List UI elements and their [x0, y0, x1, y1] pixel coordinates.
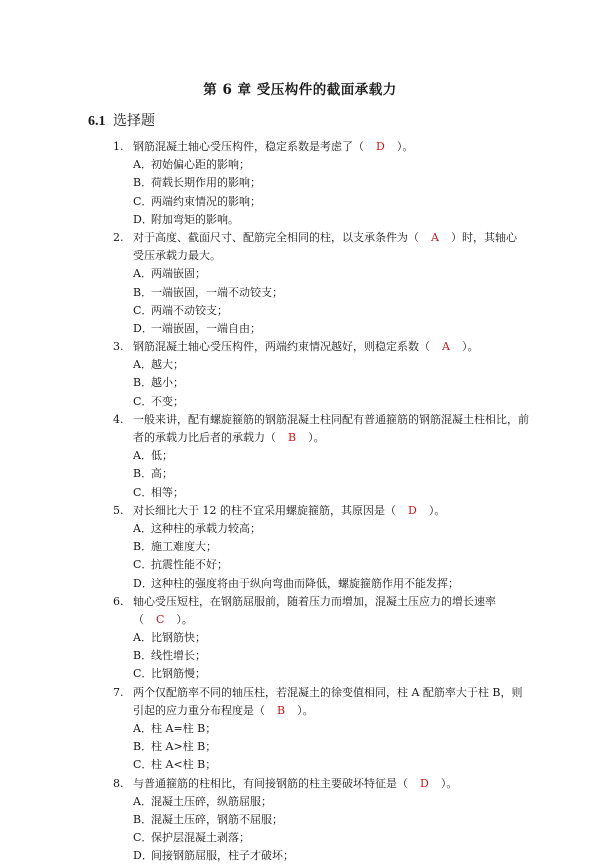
answer-option — [0, 556, 600, 574]
question-text — [133, 775, 457, 793]
answer-option — [0, 738, 600, 756]
question-text-pre: 轴心受压短柱，在钢筋屈服前，随着压力而增加，混凝土压应力的增长速率 — [133, 594, 496, 608]
question-line — [0, 138, 600, 156]
question-line — [0, 593, 600, 611]
option-text: 抗震性能不好； — [151, 558, 228, 572]
section-title — [88, 110, 155, 130]
option-letter: C． — [133, 194, 153, 208]
option-text: 高； — [151, 467, 173, 481]
option-text: 初始偏心距的影响； — [151, 158, 250, 172]
option-letter: B． — [133, 285, 153, 299]
question-text-post: ）。 — [308, 431, 325, 444]
question-item — [0, 138, 600, 229]
question-text-post: ）时，其轴心 — [450, 230, 517, 244]
question-text-post: ）。 — [176, 612, 193, 626]
question-text — [133, 138, 413, 156]
option-text: 柱 A>柱 B； — [151, 740, 217, 754]
option-text: 比钢筋慢； — [151, 667, 206, 681]
question-line — [0, 338, 600, 356]
answer-option — [0, 284, 600, 302]
option-text: 间接钢筋屈服，柱子才破坏； — [151, 849, 294, 863]
answer-mark: B — [288, 431, 297, 444]
question-number: 5. — [113, 503, 124, 517]
question-text-pre: 对于高度、截面尺寸、配筋完全相同的柱，以支承条件为（ — [133, 230, 419, 244]
question-text — [133, 702, 314, 720]
option-text: 保护层混凝土剥落； — [151, 831, 250, 845]
answer-option — [0, 829, 600, 847]
question-text-post: ）。 — [440, 776, 458, 790]
option-letter: D． — [133, 849, 153, 863]
question-line — [0, 775, 600, 793]
question-text — [133, 502, 445, 520]
question-text — [133, 247, 221, 265]
question-line — [0, 229, 600, 247]
option-text: 混凝土压碎，钢筋不屈服； — [151, 812, 283, 826]
question-text — [133, 429, 325, 447]
option-letter: C． — [133, 667, 153, 681]
chapter-title: 第 6 章 受压构件的截面承载力 — [203, 82, 397, 98]
question-line — [0, 429, 600, 447]
answer-option — [0, 629, 600, 647]
answer-option — [0, 665, 600, 683]
answer-mark: D — [408, 503, 417, 517]
option-text: 柱 A=柱 B； — [151, 722, 217, 735]
option-letter: A． — [133, 449, 152, 463]
question-text-pre: 与普通箍筋的柱相比，有间接钢筋的柱主要破坏特征是（ — [133, 776, 408, 790]
option-text: 越大； — [151, 358, 184, 372]
section-number: 6.1 — [88, 114, 106, 129]
question-number: 2. — [113, 230, 124, 244]
question-number: 6. — [113, 594, 124, 608]
answer-mark: B — [277, 703, 286, 717]
answer-option — [0, 211, 600, 229]
question-line — [0, 411, 600, 429]
option-text: 比钢筋快； — [151, 631, 206, 645]
answer-option — [0, 156, 600, 174]
option-letter: B． — [133, 740, 153, 754]
question-text-post: ）。 — [461, 340, 479, 354]
question-item — [0, 684, 600, 775]
question-line — [0, 702, 600, 720]
option-letter: C． — [133, 831, 153, 845]
answer-mark: C — [156, 612, 165, 626]
answer-option — [0, 320, 600, 338]
answer-option — [0, 793, 600, 811]
answer-option — [0, 374, 600, 392]
question-list — [0, 138, 600, 866]
option-letter: A． — [133, 631, 152, 645]
question-item — [0, 593, 600, 684]
option-text: 不变； — [151, 394, 184, 408]
answer-option — [0, 847, 600, 865]
option-text: 这种柱的承载力较高； — [151, 521, 261, 535]
question-text — [133, 411, 529, 429]
option-text: 线性增长； — [151, 649, 206, 663]
answer-option — [0, 575, 600, 593]
question-item — [0, 502, 600, 593]
option-letter: A． — [133, 722, 152, 735]
answer-option — [0, 647, 600, 665]
option-letter: B． — [133, 540, 153, 554]
question-text-pre: 引起的应力重分布程度是（ — [133, 703, 265, 717]
question-text-post: ）。 — [396, 140, 414, 153]
option-letter: C． — [133, 394, 153, 408]
answer-option — [0, 538, 600, 556]
option-text: 低； — [151, 449, 173, 463]
question-text-pre: （ — [133, 612, 144, 626]
question-text-post: ）。 — [297, 703, 314, 717]
question-item — [0, 775, 600, 866]
option-text: 这种柱的强度将由于纵向弯曲而降低，螺旋箍筋作用不能发挥； — [151, 576, 459, 590]
option-letter: D． — [133, 321, 153, 335]
question-text-pre: 一般来讲，配有螺旋箍筋的钢筋混凝土柱同配有普通箍筋的钢筋混凝土柱相比，前 — [133, 412, 529, 426]
question-number: 4. — [113, 412, 124, 426]
option-letter: C． — [133, 558, 153, 572]
option-letter: C． — [133, 758, 153, 772]
question-number: 3. — [113, 340, 124, 354]
question-text-pre: 对长细比大于 12 的柱不宜采用螺旋箍筋，其原因是（ — [133, 503, 396, 517]
answer-option — [0, 465, 600, 483]
answer-option — [0, 393, 600, 411]
option-letter: B． — [133, 376, 153, 390]
question-text-pre: 受压承载力最大。 — [133, 249, 221, 263]
option-letter: A． — [133, 158, 152, 172]
option-text: 两端嵌固； — [151, 267, 206, 281]
question-number: 8. — [113, 776, 124, 790]
option-letter: B． — [133, 649, 153, 663]
option-text: 施工难度大； — [151, 540, 217, 554]
option-letter: B． — [133, 467, 153, 481]
question-number: 7. — [113, 685, 124, 699]
answer-option — [0, 356, 600, 374]
option-letter: A． — [133, 267, 152, 281]
answer-option — [0, 265, 600, 283]
answer-option — [0, 447, 600, 465]
question-text-pre: 者的承载力比后者的承载力（ — [133, 431, 276, 444]
option-letter: B． — [133, 812, 153, 826]
question-text-pre: 钢筋混凝土轴心受压构件，两端约束情况越好，则稳定系数（ — [133, 340, 430, 354]
option-text: 两端约束情况的影响； — [151, 194, 261, 208]
answer-mark: D — [420, 776, 429, 790]
option-text: 柱 A<柱 B； — [151, 758, 217, 772]
answer-option — [0, 484, 600, 502]
question-item — [0, 338, 600, 411]
answer-option — [0, 720, 600, 738]
option-text: 荷载长期作用的影响； — [151, 176, 261, 190]
question-text-pre: 钢筋混凝土轴心受压构件，稳定系数是考虑了（ — [133, 140, 364, 153]
option-text: 两端不动铰支； — [151, 303, 228, 317]
question-line — [0, 502, 600, 520]
answer-option — [0, 193, 600, 211]
question-line — [0, 611, 600, 629]
option-letter: A． — [133, 521, 152, 535]
option-text: 一端嵌固，一端自由； — [151, 321, 261, 335]
answer-mark: D — [376, 140, 385, 153]
question-line — [0, 247, 600, 265]
option-letter: C． — [133, 303, 153, 317]
answer-option — [0, 520, 600, 538]
question-item — [0, 411, 600, 502]
option-text: 附加弯矩的影响。 — [151, 212, 239, 226]
option-letter: C． — [133, 485, 153, 499]
section-label: 选择题 — [112, 113, 155, 129]
question-number: 1. — [113, 140, 124, 153]
answer-mark: A — [442, 340, 450, 354]
answer-option — [0, 302, 600, 320]
option-letter: D． — [133, 212, 153, 226]
option-text: 越小； — [151, 376, 184, 390]
question-text — [133, 684, 523, 702]
option-text: 一端嵌固，一端不动铰支； — [151, 285, 283, 299]
question-item — [0, 229, 600, 338]
option-text: 混凝土压碎，纵筋屈服； — [151, 794, 272, 808]
question-text — [133, 593, 496, 611]
option-letter: D． — [133, 576, 153, 590]
question-text — [133, 338, 478, 356]
question-text-post: ）。 — [428, 503, 446, 517]
answer-mark: A — [431, 230, 439, 244]
answer-option — [0, 811, 600, 829]
question-line — [0, 684, 600, 702]
answer-option — [0, 756, 600, 774]
option-letter: B． — [133, 176, 153, 190]
option-letter: A． — [133, 358, 152, 372]
question-text — [133, 611, 193, 629]
question-text — [133, 229, 517, 247]
option-letter: A． — [133, 794, 152, 808]
option-text: 相等； — [151, 485, 184, 499]
question-text-pre: 两个仅配筋率不同的轴压柱，若混凝土的徐变值相同，柱 A 配筋率大于柱 B，则 — [133, 685, 523, 699]
answer-option — [0, 174, 600, 192]
